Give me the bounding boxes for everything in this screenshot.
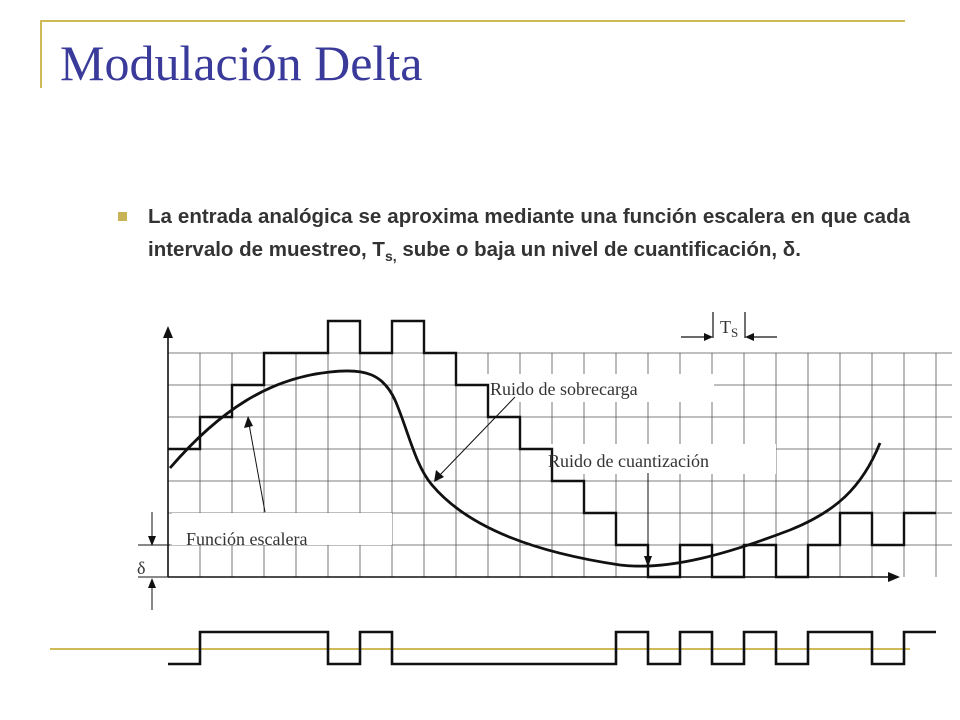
ts-label-subscript: S: [731, 325, 739, 340]
bullet-text-end: sube o baja un nivel de cuantificación, δ.: [396, 238, 801, 261]
ts-marker: [681, 312, 777, 341]
slide-title: Modulación Delta: [60, 35, 423, 91]
output-bitstream: [168, 632, 936, 664]
y-axis-arrow-icon: [163, 326, 173, 338]
bullet-text-main: La entrada analógica se aproxima mediante una función escalera en que cada intervalo de muestreo, T: [148, 205, 910, 261]
ts-label-main: T: [720, 317, 731, 337]
staircase-label: Función escalera: [186, 529, 308, 549]
ts-arrow-right-icon: [704, 333, 713, 341]
quantization-noise-label: Ruido de cuantización: [548, 451, 709, 471]
staircase-pointer-arrow-icon: [244, 416, 253, 428]
x-axis-arrow-icon: [888, 572, 900, 582]
bitstream-path: [168, 632, 936, 664]
overload-noise-label: Ruido de sobrecarga: [490, 379, 638, 399]
delta-arrow-up-icon: [148, 578, 156, 588]
ts-label: [720, 317, 738, 340]
bullet-text-subscript: s,: [384, 248, 397, 265]
delta-marker: [137, 512, 170, 610]
staircase-pointer-line: [249, 424, 265, 512]
delta-label: δ: [137, 558, 146, 578]
overload-pointer-line: [438, 397, 515, 477]
ts-arrow-left-icon: [745, 333, 754, 341]
